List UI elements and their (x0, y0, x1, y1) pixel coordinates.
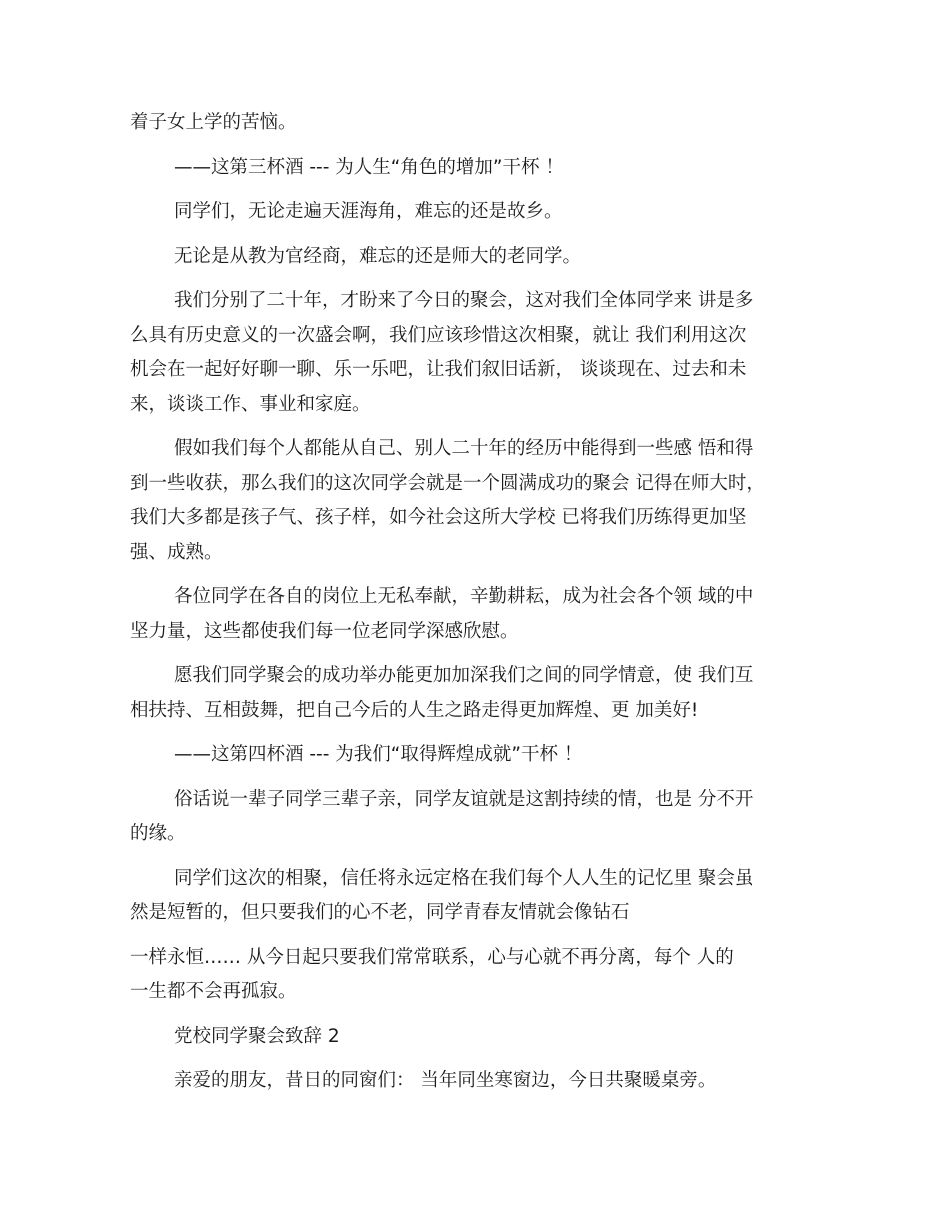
paragraph-line: 愿我们同学聚会的成功举办能更加加深我们之间的同学情意，使 我们互 (174, 665, 754, 686)
paragraph (130, 284, 790, 422)
paragraph (130, 659, 790, 728)
paragraph-line: 党校同学聚会致辞 2 (174, 1025, 340, 1047)
paragraph-line: 来，谈谈工作、事业和家庭。 (130, 393, 371, 415)
paragraph-line: 然是短暂的，但只要我们的心不老，同学青春友情就会像钻石 (130, 902, 630, 923)
paragraph (130, 240, 790, 275)
paragraph (130, 580, 790, 649)
paragraph-line: 相扶持、互相鼓舞，把自己今后的人生之路走得更加辉煌、更 加美好! (130, 699, 699, 721)
paragraph (130, 941, 790, 1010)
paragraph-line: 一生都不会再孤寂。 (130, 981, 297, 1002)
paragraph-line: 着子女上学的苦恼。 (130, 112, 297, 133)
paragraph-line: ——这第四杯酒 --- 为我们“取得辉煌成就”干杯 ！ (174, 744, 583, 765)
paragraph-line: 亲爱的朋友，昔日的同窗们： 当年同坐寒窗边，今日共聚暖桌旁。 (174, 1070, 717, 1091)
paragraph-line: 各位同学在各自的岗位上无私奉献，辛勤耕耘，成为社会各个领 域的中 (174, 586, 754, 607)
document-body (130, 106, 790, 1109)
paragraph (130, 106, 790, 141)
paragraph-line: 机会在一起好好聊一聊、乐一乐吧，让我们叙旧话新， 谈谈现在、过去和未 (130, 359, 747, 380)
paragraph (130, 783, 790, 852)
paragraph-line: 我们大多都是孩子气、孩子样，如今社会这所大学校 已将我们历练得更加坚 (130, 507, 747, 528)
paragraph-line: 假如我们每个人都能从自己、别人二十年的经历中能得到一些感 悟和得 (174, 438, 754, 459)
paragraph-line: 俗话说一辈子同学三辈子亲，同学友谊就是这割持续的情，也是 分不开 (174, 788, 754, 810)
paragraph-line: 强、成熟。 (130, 541, 223, 563)
paragraph (130, 738, 790, 773)
paragraph-line: 同学们，无论走遍天涯海角，难忘的还是故乡。 (174, 201, 563, 222)
paragraph-line: 同学们这次的相聚，信任将永远定格在我们每个人人生的记忆里 聚会虽 (174, 867, 754, 889)
paragraph (130, 195, 790, 230)
paragraph-line: 么具有历史意义的一次盛会啊，我们应该珍惜这次相聚，就让 我们利用这次 (130, 324, 747, 346)
paragraph (130, 1020, 790, 1055)
paragraph-line: 的缘。 (130, 823, 186, 844)
paragraph-line: 一样永恒…… 从今日起只要我们常常联系，心与心就不再分离，每个 人的 (130, 946, 734, 968)
paragraph-line: ——这第三杯酒 --- 为人生“角色的增加”干杯 ！ (174, 156, 564, 178)
paragraph (130, 862, 790, 931)
paragraph (130, 432, 790, 570)
paragraph-line: 无论是从教为官经商，难忘的还是师大的老同学。 (174, 245, 582, 267)
paragraph (130, 151, 790, 186)
paragraph-line: 坚力量，这些都使我们每一位老同学深感欣慰。 (130, 620, 519, 642)
paragraph (130, 1064, 790, 1099)
paragraph-line: 到一些收获，那么我们的这次同学会就是一个圆满成功的聚会 记得在师大时， (130, 472, 765, 494)
paragraph-line: 我们分别了二十年，才盼来了今日的聚会，这对我们全体同学来 讲是多 (174, 290, 754, 311)
